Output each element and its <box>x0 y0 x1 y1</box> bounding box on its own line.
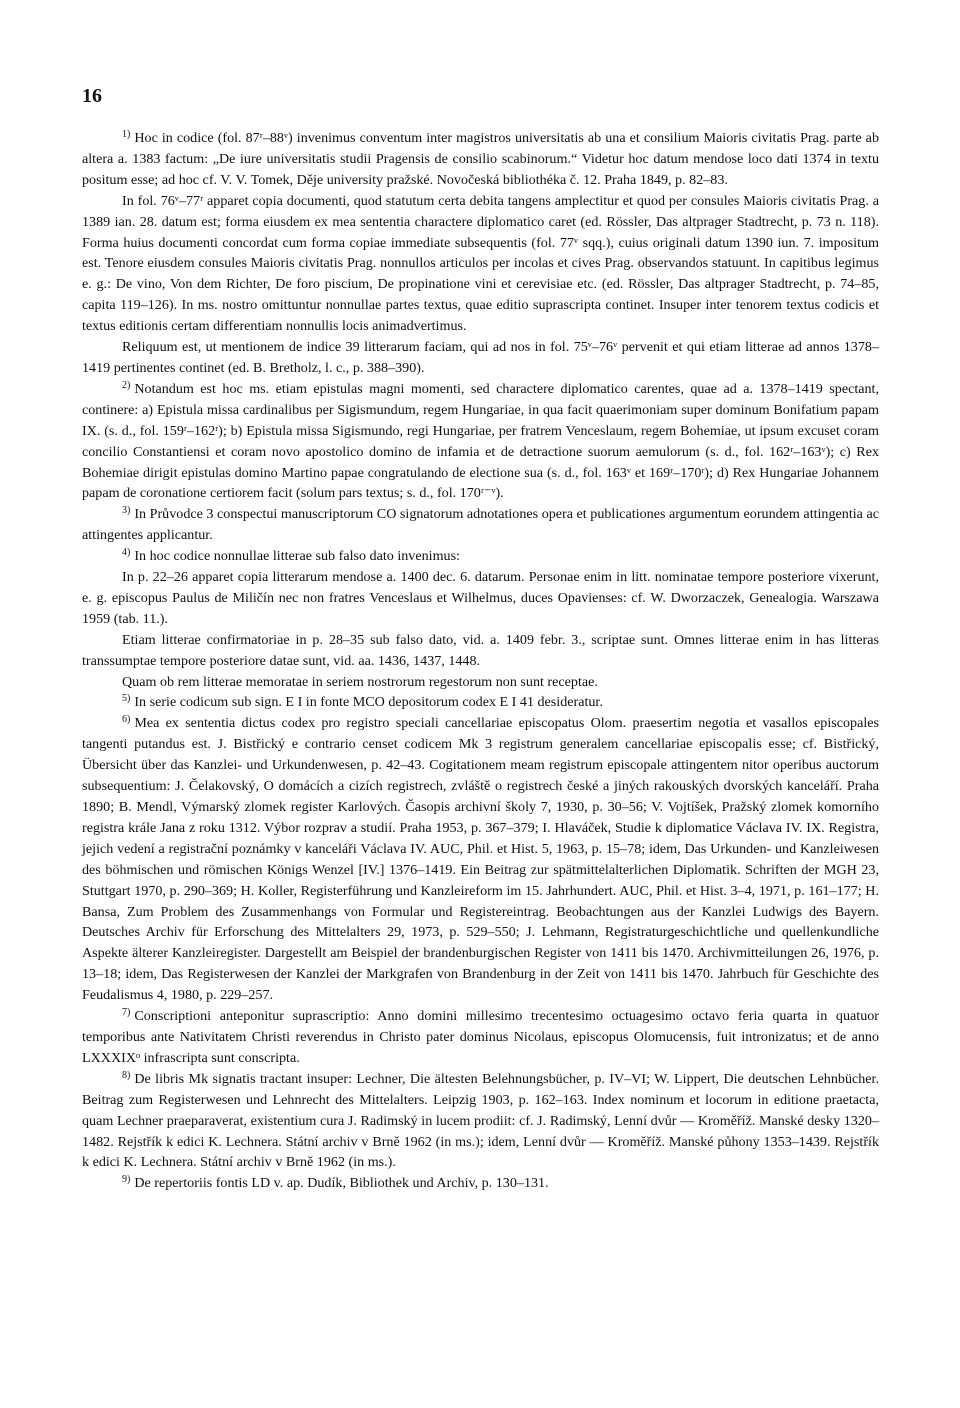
footnote-marker: $^5$ ) <box>122 693 130 704</box>
footnote-1 <box>82 128 879 191</box>
footnote-marker: $^1$ ) <box>122 129 130 140</box>
footnote-paragraph <box>82 672 879 693</box>
footnote-9 <box>82 1173 879 1194</box>
footnote-3 <box>82 504 879 546</box>
footnote-text: De repertoriis fontis LD v. ap. Dudík, Bibliothek und Archiv, p. 130–131. <box>134 1175 549 1192</box>
footnote-marker: $^9$ ) <box>122 1174 130 1185</box>
footnote-text: Reliquum est, ut mentionem de indice 39 litterarum faciam, qui ad nos in fol. 75ᵛ–76ᵛ pervenit et qui etiam litterae ad annos 1378–1419 pertinentes continet (ed. B. Bretholz, l. c., p. 388–390). <box>82 339 879 376</box>
footnote-paragraph <box>82 337 879 379</box>
footnote-2 <box>82 379 879 504</box>
footnote-text: Hoc in codice (fol. 87ʳ–88ᵛ) invenimus conventum inter magistros universitatis ab una et consilium Maioris civitatis Prag. parte ab altera a. 1383 factum: „De iure universitatis studii Pragensis de consilio scabinorum.“ Videtur hoc datum mendose loco dati 1374 in textu positum esse; ad hoc cf. V. V. Tomek, Děje university pražské. Novočeská bibliothéka č. 12. Praha 1849, p. 82–83. <box>82 130 879 188</box>
footnote-7 <box>82 1006 879 1069</box>
footnote-marker: $^2$ ) <box>122 380 130 391</box>
footnote-marker: $^3$ ) <box>122 505 130 516</box>
footnote-8 <box>82 1069 879 1174</box>
footnote-6 <box>82 713 879 1006</box>
footnote-4 <box>82 546 879 567</box>
footnote-text: In Průvodce 3 conspectui manuscriptorum CO signatorum adnotationes opera et publicationes argumentum eorundem attingentia ac attingentes applicantur. <box>82 506 879 544</box>
footnote-text: De libris Mk signatis tractant insuper: Lechner, Die ältesten Belehnungsbücher, p. IV–VI; W. Lippert, Die deutschen Lehnbücher. Beitrag zum Registerwesen und Lehnrecht des Mittelalters. Leipzig 1903, p. 162–163. Index nominum et locorum in editione praetacta, quam Lechner praeparaverat, existentium cura J. Radimský in lucem prodiit: cf. J. Radimský, Lenní dvůr — Kroměříž. Manské desky 1320–1482. Rejstřík k edici K. Lechnera. Státní archiv v Brně 1962 (in ms.); idem, Lenní dvůr — Kroměříž. Manské půhony 1353–1439. Rejstřík k edici K. Lechnera. Státní archiv v Brně 1962 (in ms.). <box>82 1070 879 1171</box>
footnote-paragraph <box>82 630 879 672</box>
footnote-text: Conscriptioni anteponitur suprascriptio: Anno domini millesimo trecentesimo octuagesimo octavo feria quarta in quatuor temporibus ante Nativitatem Christi reverendus in Christo pater dominus Nicolaus, episcopus Olomucensis, fuit intronizatus; et de anno LXXXIXᵒ infrascripta sunt conscripta. <box>82 1008 879 1066</box>
page-number: 16 <box>82 85 102 107</box>
footnote-marker: $^4$ ) <box>122 547 130 558</box>
footnote-paragraph <box>82 567 879 630</box>
footnote-marker: $^8$ ) <box>122 1070 130 1081</box>
footnote-text: In serie codicum sub sign. E I in fonte MCO depositorum codex E I 41 desideratur. <box>134 694 603 711</box>
footnote-text: Quam ob rem litterae memoratae in seriem nostrorum regestorum non sunt receptae. <box>122 673 598 690</box>
footnote-text: In hoc codice nonnullae litterae sub falso dato invenimus: <box>134 548 460 565</box>
footnote-marker: $^7$ ) <box>122 1007 130 1018</box>
footnote-5 <box>82 692 879 713</box>
footnote-text: Notandum est hoc ms. etiam epistulas magni momenti, sed charactere diplomatico carentes, quae ad a. 1378–1419 spectant, continere: a) Epistula missa cardinalibus per Sigismundum, regem Hungariae, in qua facit quaerimoniam super dominum Bonifatium papam IX. (s. d., fol. 159ʳ–162ʳ); b) Epistula missa Sigismundo, regi Hungariae, per fratrem Venceslaum, regem Bohemiae, ut ipsum excuset coram concilio Constantiensi et coram novo apostolico domino de infamia et de detractione suorum aemulorum (s. d., fol. 162ʳ–163ᵛ); c) Rex Bohemiae dirigit epistulas domino Martino papae congratulando de electione sua (s. d., fol. 163ᵛ et 169ʳ–170ʳ); d) Rex Hungariae Johannem papam de coronatione certiorem facit (solum pars textus; s. d., fol. 170ʳ⁻ᵛ). <box>82 380 879 502</box>
footnote-text: In p. 22–26 apparet copia litterarum mendose a. 1400 dec. 6. datarum. Personae enim in litt. nominatae tempore posteriore vixerunt, e. g. episcopus Paulus de Miličín nec non fratres Venceslaus et Wilhelmus, duces Opavienses: cf. W. Dworzaczek, Genealogia. Warszawa 1959 (tab. 11.). <box>82 569 879 627</box>
footnote-text: Mea ex sententia dictus codex pro registro speciali cancellariae episcopatus Olom. praesertim negotia et vasallos episcopales tangenti putandus est. J. Bistřický e contrario censet codicem Mk 3 registrum generalem cancellariae episcopalis esse; cf. Bistřický, Übersicht über das Kanzlei- und Urkundenwesen, p. 42–43. Cogitationem meam registrum episcopale attingentem nitor operibus auctorum subsequentium: J. Čelakovský, O domácích a cizích registrech, zvláště o registrech české a jiných rakouských dvorských kanceláří. Praha 1890; B. Mendl, Výmarský zlomek register Karlových. Časopis archivní školy 7, 1930, p. 30–56; V. Vojtíšek, Pražský zlomek komorního registra krále Jana z roku 1312. Výbor rozprav a studií. Praha 1953, p. 367–379; I. Hlaváček, Studie k diplomatice Václava IV. IX. Registra, jejich vedení a registrační poznámky v kanceláři Václava IV. AUC, Phil. et Hist. 5, 1963, p. 15–78; idem, Das Urkunden- und Kanzleiwesen des böhmischen und römischen Königs Wenzel [IV.] 1376–1419. Ein Beitrag zur spätmittelalterlichen Diplomatik. Schriften der MGH 23, Stuttgart 1970, p. 290–369; H. Koller, Registerführung und Kanzleireform im 15. Jahrhundert. AUC, Phil. et Hist. 3–4, 1971, p. 161–177; H. Bansa, Zum Problem des Zusammenhangs von Formular und Registereintrag. Beobachtungen aus der Kanzlei Ludwigs des Bayern. Deutsches Archiv für Erforschung des Mittelalters 29, 1973, p. 529–550; J. Lehmann, Registraturgeschichtliche und quellenkundliche Aspekte älterer Kanzleiregister. Dargestellt am Beispiel der brandenburgischen Register von 1411 bis 1470. Archivmitteilungen 26, 1976, p. 13–18; idem, Das Registerwesen der Kanzlei der Markgrafen von Brandenburg in der Zeit von 1411 bis 1470. Jahrbuch für Geschichte des Feudalismus 4, 1980, p. 229–257. <box>82 715 879 1004</box>
footnote-text: Etiam litterae confirmatoriae in p. 28–35 sub falso dato, vid. a. 1409 febr. 3., scriptae sunt. Omnes litterae enim in has litteras transsumptae tempore posteriore datae sunt, vid. aa. 1436, 1437, 1448. <box>82 631 879 669</box>
footnote-text: In fol. 76ᵛ–77ʳ apparet copia documenti, quod statutum certa debita tangens amplectitur et quod per consules Maioris civitatis Prag. a 1389 ian. 28. datum est; forma eiusdem ex mea sententia charactere diplomatico caret (ed. Rössler, Das altprager Stadtrecht, p. 73 n. 118). Forma huius documenti concordat cum forma copiae immediate subsequentis (fol. 77ᵛ sqq.), cuius originali datum 1390 iun. 7. impositum est. Tenore eiusdem consules Maioris civitatis Prag. nonnullos articulos per incolas et cives Prag. observandos statuunt. In capitibus legimus e. g.: De vino, Von dem Richter, De foro piscium, De propinatione vini et cerevisiae etc. (ed. Rössler, Das altprager Stadtrecht, p. 74–85, capita 119–126). In ms. nostro omittuntur nonnullae partes textus, quae editio suprascripta continet. Insuper inter tenorem textus codicis et textus editionis certam differentiam nonnullis locis animadvertimus. <box>82 192 879 335</box>
footnote-paragraph <box>82 191 879 337</box>
footnotes-body <box>82 128 879 1194</box>
footnote-marker: $^6$ ) <box>122 714 130 725</box>
